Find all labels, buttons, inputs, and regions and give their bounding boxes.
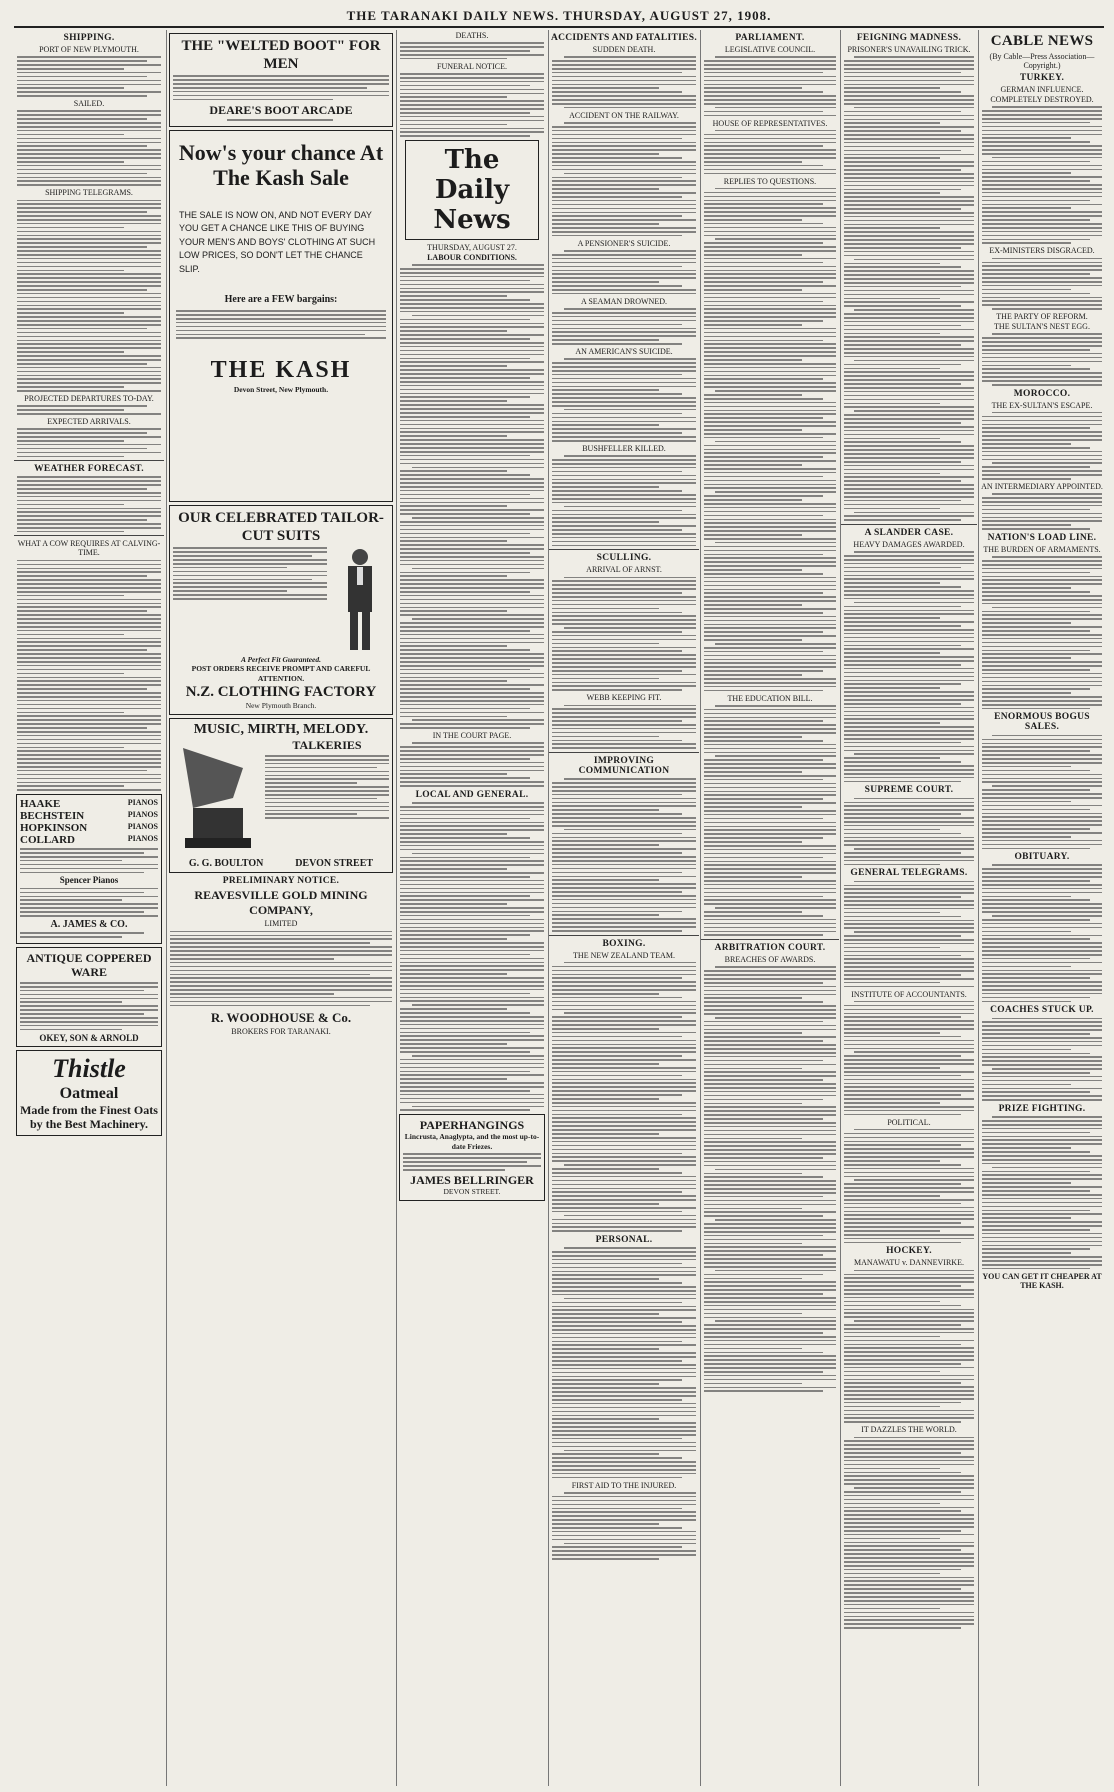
burden-heading: THE BURDEN OF ARMAMENTS. — [983, 544, 1101, 554]
personal-heading: PERSONAL. — [595, 1234, 653, 1245]
cows-heading: WHAT A COW REQUIRES AT CALVING-TIME. — [17, 539, 161, 558]
weather-heading: WEATHER FORECAST. — [34, 464, 144, 475]
cable-heading: CABLE NEWS — [990, 33, 1094, 49]
lincrusta-text: Lincrusta, Anaglypta, and the most up-to-date Friezes. — [404, 1132, 540, 1151]
kash-footer: YOU CAN GET IT CHEAPER AT THE KASH. — [982, 1271, 1102, 1290]
sultan-heading: THE SULTAN'S NEST EGG. — [994, 322, 1090, 332]
prize-heading: PRIZE FIGHTING. — [998, 1103, 1086, 1114]
perfect-fit: A Perfect Fit Guaranteed. — [241, 655, 321, 665]
labour-heading: LABOUR CONDITIONS. — [427, 252, 517, 262]
sudden-heading: SUDDEN DEATH. — [592, 45, 656, 54]
tide-table — [14, 56, 164, 97]
talkeries-title: TALKERIES — [292, 738, 362, 753]
education-heading: THE EDUCATION BILL. — [727, 693, 813, 703]
piano-bechstein: BECHSTEIN — [20, 809, 85, 822]
cows-text — [14, 560, 164, 791]
improving-heading: IMPROVING COMMUNICATION — [578, 755, 670, 776]
arbitration-heading: ARBITRATION COURT. — [714, 943, 826, 954]
expected-heading: EXPECTED ARRIVALS. — [47, 417, 131, 426]
editorial-text — [397, 264, 547, 729]
sculling-heading: SCULLING. — [596, 553, 652, 564]
deaths-heading: DEATHS. — [455, 31, 489, 40]
seaman-heading: A SEAMAN DROWNED. — [581, 296, 667, 306]
german-heading: GERMAN INFLUENCE. — [1000, 85, 1084, 94]
court-text — [397, 742, 547, 786]
port-heading: PORT OF NEW PLYMOUTH. — [39, 45, 139, 54]
boulton-name: G. G. BOULTON — [188, 858, 264, 870]
feigning-heading: FEIGNING MADNESS. — [856, 33, 962, 43]
spencer-pianos: Spencer Pianos — [59, 875, 119, 886]
replies-heading: REPLIES TO QUESTIONS. — [723, 176, 817, 186]
nz-branch: New Plymouth Branch. — [245, 701, 317, 711]
piano-haake: HAAKE — [20, 797, 61, 810]
piano-ad — [16, 794, 162, 944]
local-text — [397, 802, 547, 1111]
column-courts — [840, 30, 977, 1786]
woodhouse-name: R. WOODHOUSE & Co. — [210, 1010, 352, 1026]
thistle-brand: Thistle — [52, 1053, 126, 1083]
piano-label-1: PIANOS — [127, 797, 158, 807]
party-heading: THE PARTY OF REFORM. — [996, 312, 1088, 322]
bellringer-address: DEVON STREET. — [443, 1187, 501, 1197]
music-ad — [169, 718, 393, 874]
turkey-heading: TURKEY. — [1019, 73, 1065, 83]
welted-boot-ad — [169, 33, 393, 127]
gold-limited: LIMITED — [264, 919, 298, 929]
dazzles-heading: IT DAZZLES THE WORLD. — [861, 1425, 957, 1435]
morocco-heading: MOROCCO. — [1013, 388, 1071, 399]
local-general-heading: LOCAL AND GENERAL. — [415, 789, 529, 800]
suicide-heading: A PENSIONER'S SUICIDE. — [577, 238, 671, 248]
bogus-sales-heading: ENORMOUS BOGUS SALES. — [994, 712, 1090, 733]
hockey-heading: HOCKEY. — [886, 1246, 932, 1257]
boxing-heading: BOXING. — [602, 938, 646, 949]
paperhangings-title: PAPERHANGINGS — [419, 1118, 525, 1132]
load-line-heading: NATION'S LOAD LINE. — [987, 532, 1097, 543]
sculling-subheading: ARRIVAL OF ARNST. — [586, 565, 662, 575]
parliament-heading: PARLIAMENT. — [735, 33, 805, 43]
political-heading: POLITICAL. — [887, 1117, 931, 1127]
general-heading: GENERAL TELEGRAMS. — [850, 868, 968, 879]
column-editorial — [396, 30, 547, 1786]
feigning-subheading: PRISONER'S UNAVAILING TRICK. — [847, 45, 971, 54]
column-parliament — [700, 30, 839, 1786]
railway-heading: ACCIDENT ON THE RAILWAY. — [569, 110, 679, 120]
boulton-address: DEVON STREET — [295, 858, 374, 870]
shipping-telegrams-text — [14, 200, 164, 392]
kash-address: Devon Street, New Plymouth. — [233, 384, 329, 394]
boot-title: THE "WELTED BOOT" FOR MEN — [181, 38, 381, 72]
tailor-ad — [169, 505, 393, 715]
piano-label-2: PIANOS — [127, 809, 158, 819]
editorial-date: THURSDAY, AUGUST 27. — [427, 242, 517, 252]
music-title: MUSIC, MIRTH, MELODY. — [193, 721, 369, 737]
american-heading: AN AMERICAN'S SUICIDE. — [575, 346, 673, 356]
supreme-heading: SUPREME COURT. — [864, 785, 954, 796]
bushfeller-heading: BUSHFELLER KILLED. — [582, 443, 666, 453]
suited-man-illustration — [331, 545, 389, 655]
webb-heading: WEBB KEEPING FIT. — [586, 693, 662, 703]
accountants-heading: INSTITUTE OF ACCOUNTANTS. — [851, 989, 967, 999]
breaches-heading: BREACHES OF AWARDS. — [724, 955, 816, 965]
in-court-heading: IN THE COURT PAGE. — [432, 731, 512, 741]
column-cable-news — [978, 30, 1105, 1786]
obituary-heading: OBITUARY. — [1014, 852, 1070, 863]
tailor-title: OUR CELEBRATED TAILOR-CUT SUITS — [178, 510, 384, 545]
thistle-ad — [16, 1050, 162, 1136]
piano-label-3: PIANOS — [127, 821, 158, 831]
boxing-subheading: THE NEW ZEALAND TEAM. — [573, 950, 675, 960]
piano-collard: COLLARD — [20, 833, 76, 846]
oatmeal-word: Oatmeal — [59, 1084, 119, 1102]
column-shipping — [14, 30, 164, 1786]
nz-clothing-factory: N.Z. CLOTHING FACTORY — [185, 684, 377, 701]
gold-company: REAVESVILLE GOLD MINING COMPANY, — [194, 888, 368, 918]
hockey-subheading: MANAWATU v. DANNEVIRKE. — [854, 1258, 964, 1268]
kash-body: THE SALE IS NOW ON, AND NOT EVERY DAY YOU GET A CHANCE LIKE THIS OF BUYING YOUR MEN'S AND BOYS' CLOTHING AT SUCH LOW PRICES, SO DON'T LET THE CHANCE SLIP. — [179, 209, 376, 274]
boot-shop: DEARE'S BOOT ARCADE — [209, 102, 353, 117]
column-advertisements — [166, 30, 395, 1786]
oatmeal-tagline: Made from the Finest Oats by the Best Machinery. — [20, 1102, 158, 1132]
council-heading: LEGISLATIVE COUNCIL. — [724, 45, 816, 54]
woodhouse-brokers: BROKERS FOR TARANAKI. — [231, 1027, 331, 1037]
masthead: THE TARANAKI DAILY NEWS. THURSDAY, AUGUST 27, 1908. — [14, 8, 1104, 28]
sailed-heading: SAILED. — [73, 99, 105, 109]
intermediary-heading: AN INTERMEDIARY APPOINTED. — [981, 481, 1103, 491]
antique-title: ANTIQUE COPPERED WARE — [26, 950, 152, 980]
kash-bargains: Here are a FEW bargains: — [224, 294, 338, 306]
phonograph-illustration — [173, 738, 261, 858]
bellringer-name: JAMES BELLRINGER — [410, 1172, 534, 1187]
shipping-heading: SHIPPING. — [63, 33, 115, 43]
agent-name: A. JAMES & CO. — [50, 918, 128, 930]
daily-news-title: The Daily News — [405, 140, 539, 240]
piano-hopkinson: HOPKINSON — [20, 821, 88, 834]
weather-text — [14, 476, 164, 532]
piano-label-4: PIANOS — [127, 833, 158, 843]
escape-heading: THE EX-SULTAN'S ESCAPE. — [991, 400, 1093, 410]
paperhangings-ad — [399, 1114, 545, 1201]
slander-subheading: HEAVY DAMAGES AWARDED. — [853, 539, 965, 549]
cable-subheading: (By Cable—Press Association—Copyright.) — [989, 52, 1095, 70]
projected-heading: PROJECTED DEPARTURES TO-DAY. — [24, 394, 154, 404]
shipping-telegrams-heading: SHIPPING TELEGRAMS. — [45, 188, 133, 198]
column-news — [548, 30, 699, 1786]
accidents-heading: ACCIDENTS AND FATALITIES. — [550, 33, 698, 43]
eclipsed-heading: COMPLETELY DESTROYED. — [990, 95, 1094, 104]
ministers-heading: EX-MINISTERS DISGRACED. — [989, 246, 1095, 256]
kash-name: THE KASH — [210, 357, 352, 384]
kash-sale-ad — [169, 130, 393, 502]
coaches-heading: COACHES STUCK UP. — [990, 1005, 1094, 1016]
house-heading: HOUSE OF REPRESENTATIVES. — [712, 118, 828, 128]
funeral-heading: FUNERAL NOTICE. — [437, 61, 507, 71]
slander-heading: A SLANDER CASE. — [864, 527, 954, 538]
okey-name: OKEY, SON & ARNOLD — [39, 1032, 139, 1043]
post-orders: POST ORDERS RECEIVE PROMPT AND CAREFUL ATTENTION. — [191, 664, 371, 683]
preliminary-notice: PRELIMINARY NOTICE. — [222, 876, 340, 887]
antique-ad — [16, 947, 162, 1047]
sailed-text — [14, 110, 164, 186]
kash-chance: Now's your chance At The Kash Sale — [178, 140, 384, 191]
first-aid-heading: FIRST AID TO THE INJURED. — [571, 1480, 677, 1490]
